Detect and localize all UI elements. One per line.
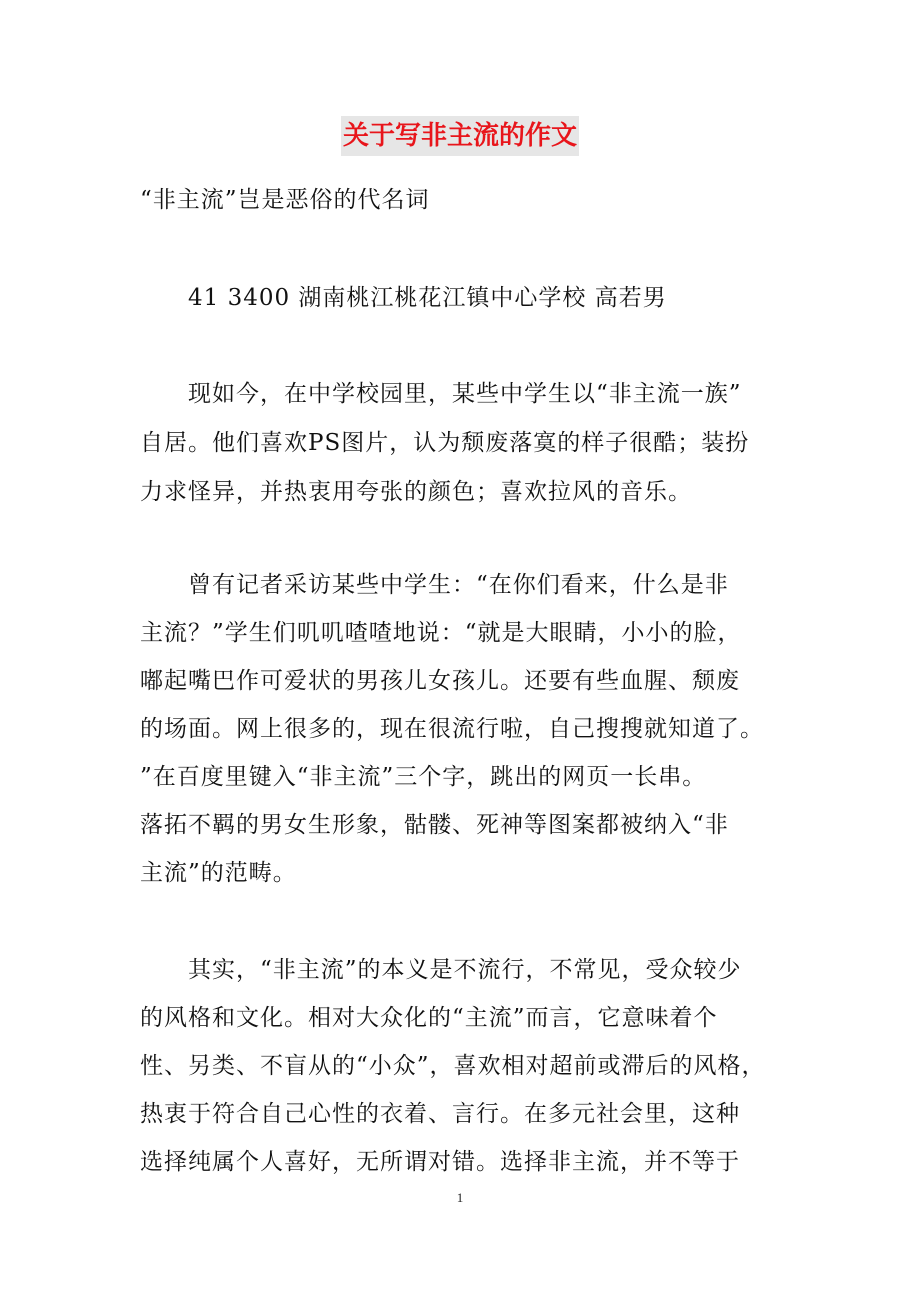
paragraph-2-line-7: 主流”的范畴。 bbox=[140, 860, 297, 886]
paragraph-1-line-3: 力求怪异，并热衷用夸张的颜色；喜欢拉风的音乐。 bbox=[140, 479, 692, 505]
paragraph-3-line-5: 选择纯属个人喜好，无所谓对错。选择非主流，并不等于 bbox=[140, 1149, 740, 1175]
subtitle: “非主流”岂是恶俗的代名词 bbox=[140, 187, 430, 213]
paragraph-2-line-1: 曾有记者采访某些中学生：“在你们看来，什么是非 bbox=[188, 572, 729, 598]
paragraph-3-line-4: 热衷于符合自己心性的衣着、言行。在多元社会里，这种 bbox=[140, 1101, 740, 1127]
paragraph-2-line-5: ”在百度里键入“非主流”三个字，跳出的网页一长串。 bbox=[140, 764, 707, 790]
paragraph-3-line-2: 的风格和文化。相对大众化的“主流”而言，它意味着个 bbox=[140, 1005, 718, 1031]
title-container bbox=[0, 116, 920, 156]
page-number: 1 bbox=[456, 1190, 464, 1205]
paragraph-3-line-3: 性、另类、不盲从的“小众”，喜欢相对超前或滞后的风格， bbox=[140, 1053, 766, 1079]
paragraph-2-line-2: 主流？”学生们叽叽喳喳地说：“就是大眼睛，小小的脸， bbox=[140, 620, 742, 646]
paragraph-1-line-2: 自居。他们喜欢PS图片，认为颓废落寞的样子很酷；装扮 bbox=[140, 430, 750, 456]
paragraph-2-line-4: 的场面。网上很多的，现在很流行啦，自己搜搜就知道了。 bbox=[140, 716, 764, 742]
byline: 41 3400 湖南桃江桃花江镇中心学校 高若男 bbox=[188, 285, 667, 311]
paragraph-1-line-1: 现如今，在中学校园里，某些中学生以“非主流一族” bbox=[188, 381, 742, 407]
paragraph-3-line-1: 其实，“非主流”的本义是不流行，不常见，受众较少 bbox=[188, 957, 742, 983]
document-title: 关于写非主流的作文 bbox=[341, 116, 579, 156]
paragraph-2-line-6: 落拓不羁的男女生形象，骷髅、死神等图案都被纳入“非 bbox=[140, 812, 729, 838]
paragraph-2-line-3: 嘟起嘴巴作可爱状的男孩儿女孩儿。还要有些血腥、颓废 bbox=[140, 668, 740, 694]
